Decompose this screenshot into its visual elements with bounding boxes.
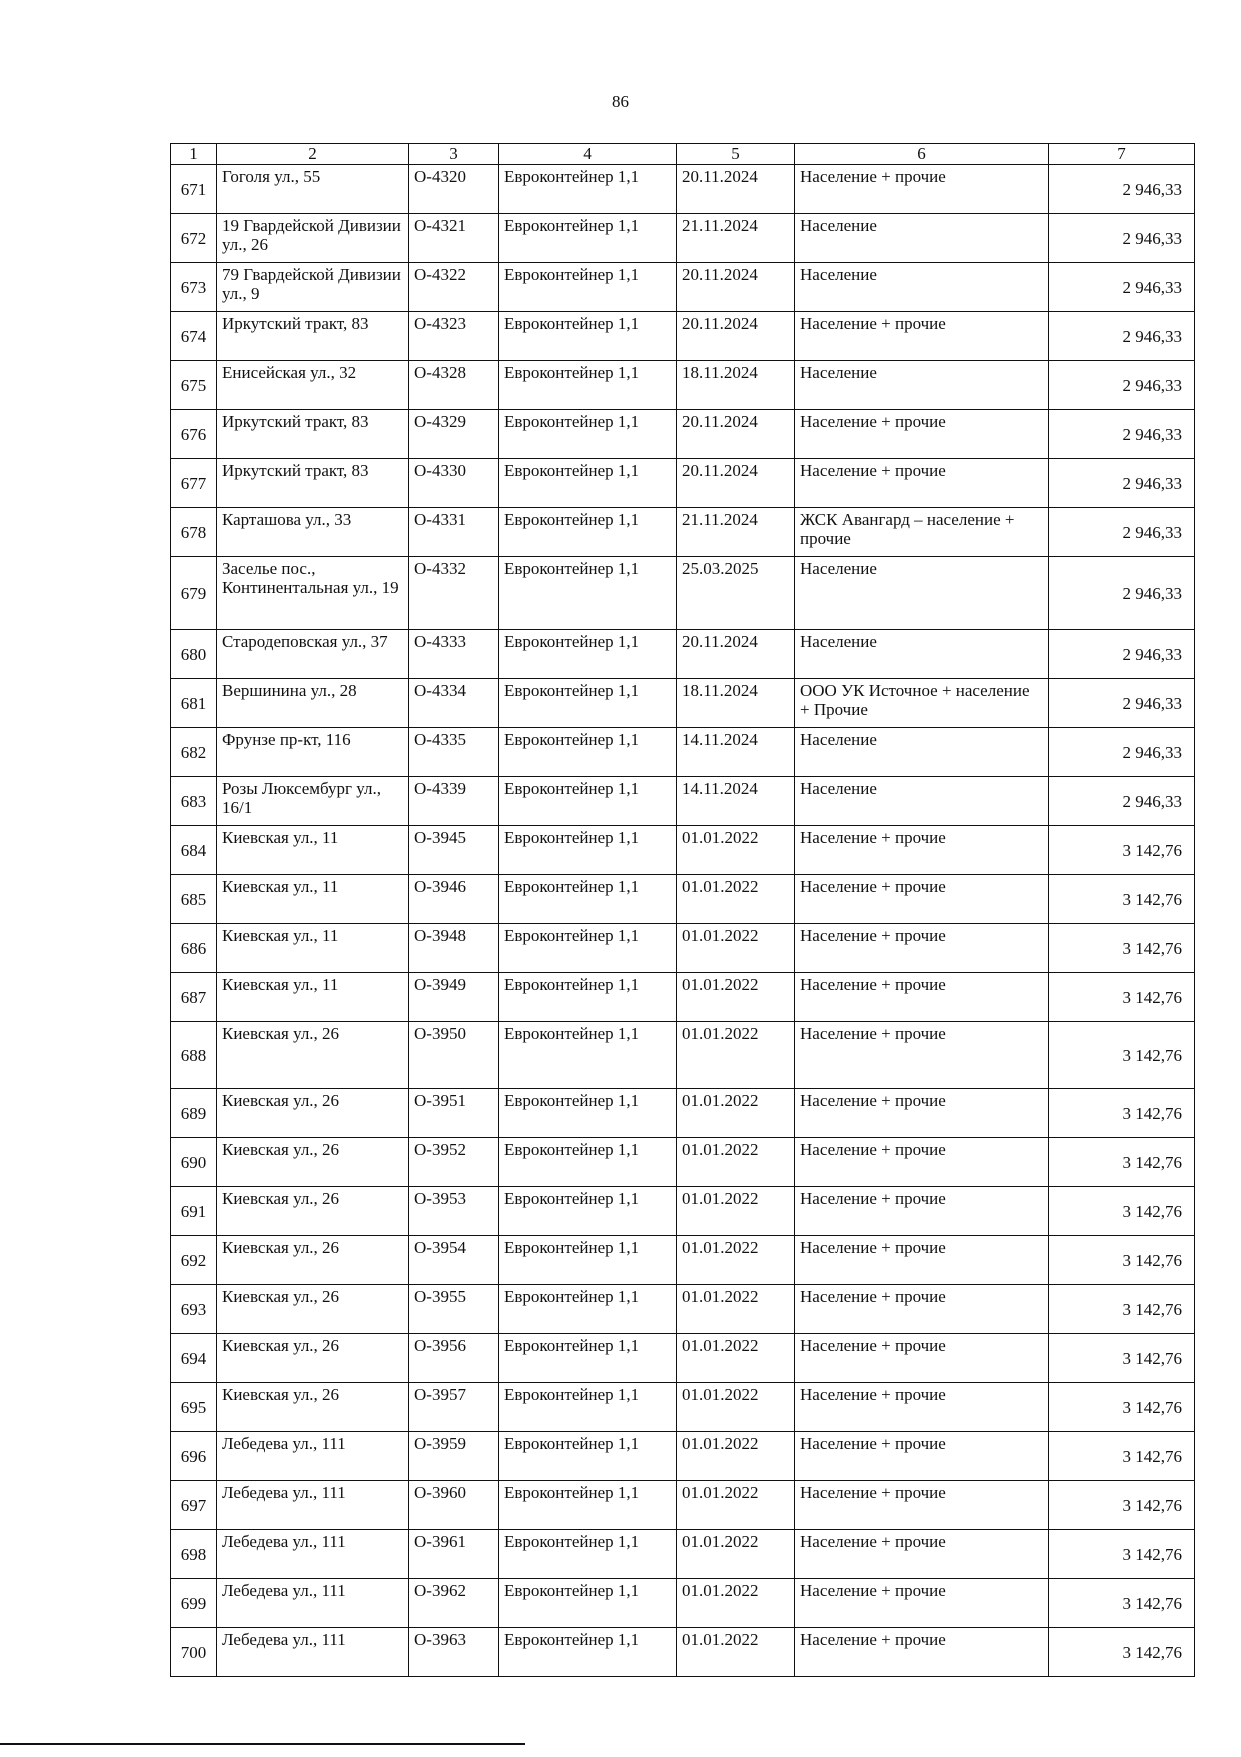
- cell-address: Киевская ул., 11: [217, 875, 409, 924]
- registry-table: [170, 143, 1195, 1677]
- cell-container-code: О-3953: [409, 1187, 499, 1236]
- cell-container-type: Евроконтейнер 1,1: [499, 826, 677, 875]
- cell-row-number: 676: [171, 410, 217, 459]
- cell-amount: 3 142,76: [1049, 826, 1195, 875]
- cell-address: Киевская ул., 26: [217, 1138, 409, 1187]
- cell-container-type: Евроконтейнер 1,1: [499, 1383, 677, 1432]
- cell-row-number: 687: [171, 973, 217, 1022]
- cell-category: Население + прочие: [795, 1628, 1049, 1677]
- cell-container-type: Евроконтейнер 1,1: [499, 1236, 677, 1285]
- cell-date: 01.01.2022: [677, 1628, 795, 1677]
- cell-row-number: 689: [171, 1089, 217, 1138]
- table-row: [171, 826, 1195, 875]
- cell-amount: 2 946,33: [1049, 777, 1195, 826]
- table-body: [171, 165, 1195, 1677]
- cell-address: Киевская ул., 11: [217, 924, 409, 973]
- cell-address: 19 Гвардейской Дивизии ул., 26: [217, 214, 409, 263]
- cell-row-number: 679: [171, 557, 217, 630]
- cell-date: 20.11.2024: [677, 459, 795, 508]
- cell-amount: 3 142,76: [1049, 1138, 1195, 1187]
- cell-amount: 3 142,76: [1049, 973, 1195, 1022]
- cell-address: Лебедева ул., 111: [217, 1628, 409, 1677]
- cell-category: Население: [795, 263, 1049, 312]
- cell-date: 21.11.2024: [677, 214, 795, 263]
- cell-category: Население + прочие: [795, 973, 1049, 1022]
- cell-amount: 3 142,76: [1049, 1432, 1195, 1481]
- cell-category: Население + прочие: [795, 312, 1049, 361]
- cell-date: 21.11.2024: [677, 508, 795, 557]
- cell-container-code: О-4334: [409, 679, 499, 728]
- cell-category: Население + прочие: [795, 1089, 1049, 1138]
- cell-container-type: Евроконтейнер 1,1: [499, 679, 677, 728]
- cell-category: Население + прочие: [795, 1138, 1049, 1187]
- cell-container-type: Евроконтейнер 1,1: [499, 165, 677, 214]
- cell-address: Гоголя ул., 55: [217, 165, 409, 214]
- cell-address: Киевская ул., 26: [217, 1285, 409, 1334]
- table-row: [171, 1089, 1195, 1138]
- cell-container-code: О-3962: [409, 1579, 499, 1628]
- cell-category: ООО УК Источное + население + Прочие: [795, 679, 1049, 728]
- cell-container-code: О-4332: [409, 557, 499, 630]
- cell-category: Население + прочие: [795, 1530, 1049, 1579]
- cell-amount: 3 142,76: [1049, 1089, 1195, 1138]
- cell-amount: 3 142,76: [1049, 1334, 1195, 1383]
- cell-date: 20.11.2024: [677, 312, 795, 361]
- table-row: [171, 263, 1195, 312]
- cell-address: Карташова ул., 33: [217, 508, 409, 557]
- col-header-2: 2: [217, 144, 409, 165]
- cell-amount: 3 142,76: [1049, 1285, 1195, 1334]
- table-row: [171, 1187, 1195, 1236]
- cell-container-code: О-3954: [409, 1236, 499, 1285]
- table-row: [171, 679, 1195, 728]
- cell-address: Фрунзе пр-кт, 116: [217, 728, 409, 777]
- cell-container-type: Евроконтейнер 1,1: [499, 557, 677, 630]
- cell-container-type: Евроконтейнер 1,1: [499, 1187, 677, 1236]
- table-row: [171, 924, 1195, 973]
- cell-container-code: О-4333: [409, 630, 499, 679]
- cell-container-type: Евроконтейнер 1,1: [499, 777, 677, 826]
- cell-amount: 2 946,33: [1049, 630, 1195, 679]
- cell-row-number: 692: [171, 1236, 217, 1285]
- table-row: [171, 875, 1195, 924]
- cell-category: Население + прочие: [795, 924, 1049, 973]
- cell-date: 25.03.2025: [677, 557, 795, 630]
- cell-container-code: О-3961: [409, 1530, 499, 1579]
- cell-amount: 3 142,76: [1049, 1579, 1195, 1628]
- cell-address: Вершинина ул., 28: [217, 679, 409, 728]
- cell-container-code: О-3959: [409, 1432, 499, 1481]
- cell-address: Заселье пос., Континентальная ул., 19: [217, 557, 409, 630]
- cell-amount: 2 946,33: [1049, 263, 1195, 312]
- cell-container-code: О-3955: [409, 1285, 499, 1334]
- cell-row-number: 690: [171, 1138, 217, 1187]
- table-row: [171, 361, 1195, 410]
- cell-date: 01.01.2022: [677, 1022, 795, 1089]
- cell-container-code: О-3949: [409, 973, 499, 1022]
- cell-container-type: Евроконтейнер 1,1: [499, 1285, 677, 1334]
- cell-amount: 3 142,76: [1049, 1628, 1195, 1677]
- cell-category: Население: [795, 557, 1049, 630]
- cell-container-type: Евроконтейнер 1,1: [499, 263, 677, 312]
- cell-date: 01.01.2022: [677, 924, 795, 973]
- cell-container-type: Евроконтейнер 1,1: [499, 1089, 677, 1138]
- cell-row-number: 693: [171, 1285, 217, 1334]
- cell-container-code: О-3963: [409, 1628, 499, 1677]
- cell-category: Население: [795, 630, 1049, 679]
- cell-date: 18.11.2024: [677, 361, 795, 410]
- cell-category: Население + прочие: [795, 459, 1049, 508]
- cell-row-number: 682: [171, 728, 217, 777]
- cell-row-number: 697: [171, 1481, 217, 1530]
- cell-category: Население + прочие: [795, 1236, 1049, 1285]
- cell-date: 01.01.2022: [677, 1334, 795, 1383]
- cell-amount: 3 142,76: [1049, 924, 1195, 973]
- cell-category: Население: [795, 728, 1049, 777]
- cell-category: Население: [795, 361, 1049, 410]
- cell-date: 01.01.2022: [677, 1089, 795, 1138]
- cell-category: Население + прочие: [795, 1432, 1049, 1481]
- table-row: [171, 557, 1195, 630]
- cell-date: 01.01.2022: [677, 1187, 795, 1236]
- cell-row-number: 674: [171, 312, 217, 361]
- cell-row-number: 685: [171, 875, 217, 924]
- cell-category: Население + прочие: [795, 875, 1049, 924]
- table-row: [171, 459, 1195, 508]
- cell-category: Население: [795, 214, 1049, 263]
- cell-row-number: 698: [171, 1530, 217, 1579]
- cell-amount: 2 946,33: [1049, 214, 1195, 263]
- cell-row-number: 700: [171, 1628, 217, 1677]
- cell-container-type: Евроконтейнер 1,1: [499, 973, 677, 1022]
- cell-container-code: О-4320: [409, 165, 499, 214]
- cell-container-code: О-3950: [409, 1022, 499, 1089]
- cell-date: 20.11.2024: [677, 165, 795, 214]
- cell-container-code: О-3956: [409, 1334, 499, 1383]
- cell-date: 01.01.2022: [677, 1530, 795, 1579]
- cell-container-type: Евроконтейнер 1,1: [499, 630, 677, 679]
- cell-container-code: О-3960: [409, 1481, 499, 1530]
- cell-row-number: 695: [171, 1383, 217, 1432]
- cell-container-type: Евроконтейнер 1,1: [499, 875, 677, 924]
- cell-address: Лебедева ул., 111: [217, 1481, 409, 1530]
- cell-amount: 2 946,33: [1049, 679, 1195, 728]
- cell-address: Лебедева ул., 111: [217, 1579, 409, 1628]
- table-row: [171, 1285, 1195, 1334]
- cell-container-code: О-4328: [409, 361, 499, 410]
- cell-container-code: О-4323: [409, 312, 499, 361]
- footer-rule: [0, 1743, 525, 1745]
- cell-container-type: Евроконтейнер 1,1: [499, 1022, 677, 1089]
- table-row: [171, 1530, 1195, 1579]
- cell-date: 01.01.2022: [677, 826, 795, 875]
- cell-date: 01.01.2022: [677, 1432, 795, 1481]
- cell-container-code: О-3951: [409, 1089, 499, 1138]
- cell-address: Лебедева ул., 111: [217, 1432, 409, 1481]
- cell-container-code: О-3957: [409, 1383, 499, 1432]
- cell-container-type: Евроконтейнер 1,1: [499, 312, 677, 361]
- cell-address: Киевская ул., 26: [217, 1334, 409, 1383]
- cell-category: Население + прочие: [795, 1285, 1049, 1334]
- cell-row-number: 678: [171, 508, 217, 557]
- cell-category: Население + прочие: [795, 1022, 1049, 1089]
- cell-category: Население + прочие: [795, 165, 1049, 214]
- cell-container-type: Евроконтейнер 1,1: [499, 1628, 677, 1677]
- table-row: [171, 214, 1195, 263]
- col-header-4: 4: [499, 144, 677, 165]
- table-row: [171, 1236, 1195, 1285]
- cell-address: Киевская ул., 26: [217, 1187, 409, 1236]
- cell-amount: 3 142,76: [1049, 1530, 1195, 1579]
- cell-row-number: 673: [171, 263, 217, 312]
- cell-date: 01.01.2022: [677, 1383, 795, 1432]
- cell-row-number: 671: [171, 165, 217, 214]
- cell-container-code: О-4331: [409, 508, 499, 557]
- cell-date: 01.01.2022: [677, 1481, 795, 1530]
- cell-amount: 2 946,33: [1049, 361, 1195, 410]
- page-number: 86: [612, 92, 629, 111]
- cell-container-type: Евроконтейнер 1,1: [499, 1138, 677, 1187]
- table-row: [171, 1628, 1195, 1677]
- table-row: [171, 777, 1195, 826]
- cell-address: Стародеповская ул., 37: [217, 630, 409, 679]
- cell-address: 79 Гвардейской Дивизии ул., 9: [217, 263, 409, 312]
- cell-address: Лебедева ул., 111: [217, 1530, 409, 1579]
- col-header-7: 7: [1049, 144, 1195, 165]
- cell-address: Киевская ул., 26: [217, 1022, 409, 1089]
- cell-address: Киевская ул., 11: [217, 973, 409, 1022]
- cell-container-type: Евроконтейнер 1,1: [499, 361, 677, 410]
- cell-address: Киевская ул., 11: [217, 826, 409, 875]
- col-header-5: 5: [677, 144, 795, 165]
- cell-date: 01.01.2022: [677, 1236, 795, 1285]
- cell-date: 20.11.2024: [677, 630, 795, 679]
- cell-amount: 2 946,33: [1049, 728, 1195, 777]
- cell-row-number: 688: [171, 1022, 217, 1089]
- table-row: [171, 508, 1195, 557]
- table-row: [171, 630, 1195, 679]
- cell-container-type: Евроконтейнер 1,1: [499, 214, 677, 263]
- cell-category: Население: [795, 777, 1049, 826]
- table-row: [171, 410, 1195, 459]
- table-row: [171, 1334, 1195, 1383]
- table-row: [171, 1138, 1195, 1187]
- cell-amount: 2 946,33: [1049, 508, 1195, 557]
- table-row: [171, 1383, 1195, 1432]
- cell-row-number: 672: [171, 214, 217, 263]
- cell-address: Иркутский тракт, 83: [217, 410, 409, 459]
- cell-category: Население + прочие: [795, 826, 1049, 875]
- cell-amount: 3 142,76: [1049, 1236, 1195, 1285]
- cell-container-code: О-3948: [409, 924, 499, 973]
- table-row: [171, 1022, 1195, 1089]
- cell-container-type: Евроконтейнер 1,1: [499, 459, 677, 508]
- col-header-3: 3: [409, 144, 499, 165]
- cell-row-number: 675: [171, 361, 217, 410]
- cell-amount: 3 142,76: [1049, 1022, 1195, 1089]
- cell-row-number: 683: [171, 777, 217, 826]
- cell-row-number: 691: [171, 1187, 217, 1236]
- cell-container-code: О-4330: [409, 459, 499, 508]
- cell-container-type: Евроконтейнер 1,1: [499, 1530, 677, 1579]
- cell-category: Население + прочие: [795, 1187, 1049, 1236]
- cell-category: Население + прочие: [795, 1579, 1049, 1628]
- cell-amount: 2 946,33: [1049, 557, 1195, 630]
- cell-category: Население + прочие: [795, 1383, 1049, 1432]
- cell-amount: 2 946,33: [1049, 410, 1195, 459]
- cell-container-code: О-4329: [409, 410, 499, 459]
- cell-date: 01.01.2022: [677, 1138, 795, 1187]
- cell-container-code: О-3945: [409, 826, 499, 875]
- cell-category: Население + прочие: [795, 1481, 1049, 1530]
- cell-row-number: 694: [171, 1334, 217, 1383]
- col-header-1: 1: [171, 144, 217, 165]
- cell-date: 14.11.2024: [677, 728, 795, 777]
- cell-amount: 2 946,33: [1049, 165, 1195, 214]
- table-row: [171, 728, 1195, 777]
- cell-category: Население + прочие: [795, 410, 1049, 459]
- cell-date: 20.11.2024: [677, 410, 795, 459]
- table-row: [171, 1579, 1195, 1628]
- cell-amount: 2 946,33: [1049, 312, 1195, 361]
- cell-amount: 3 142,76: [1049, 1481, 1195, 1530]
- cell-container-code: О-4335: [409, 728, 499, 777]
- cell-row-number: 681: [171, 679, 217, 728]
- cell-address: Розы Люксембург ул., 16/1: [217, 777, 409, 826]
- table-row: [171, 1432, 1195, 1481]
- cell-category: Население + прочие: [795, 1334, 1049, 1383]
- cell-address: Иркутский тракт, 83: [217, 459, 409, 508]
- cell-date: 18.11.2024: [677, 679, 795, 728]
- cell-amount: 2 946,33: [1049, 459, 1195, 508]
- header-row: [171, 144, 1195, 165]
- cell-amount: 3 142,76: [1049, 1187, 1195, 1236]
- cell-container-type: Евроконтейнер 1,1: [499, 508, 677, 557]
- table-row: [171, 165, 1195, 214]
- cell-row-number: 696: [171, 1432, 217, 1481]
- col-header-6: 6: [795, 144, 1049, 165]
- cell-row-number: 677: [171, 459, 217, 508]
- table-row: [171, 1481, 1195, 1530]
- cell-row-number: 680: [171, 630, 217, 679]
- cell-container-type: Евроконтейнер 1,1: [499, 728, 677, 777]
- cell-container-code: О-4321: [409, 214, 499, 263]
- cell-date: 01.01.2022: [677, 875, 795, 924]
- cell-container-type: Евроконтейнер 1,1: [499, 1334, 677, 1383]
- cell-date: 20.11.2024: [677, 263, 795, 312]
- cell-container-type: Евроконтейнер 1,1: [499, 410, 677, 459]
- cell-date: 01.01.2022: [677, 1285, 795, 1334]
- cell-container-code: О-4339: [409, 777, 499, 826]
- cell-amount: 3 142,76: [1049, 1383, 1195, 1432]
- cell-container-type: Евроконтейнер 1,1: [499, 1481, 677, 1530]
- cell-date: 14.11.2024: [677, 777, 795, 826]
- cell-container-type: Евроконтейнер 1,1: [499, 924, 677, 973]
- cell-row-number: 686: [171, 924, 217, 973]
- cell-address: Киевская ул., 26: [217, 1383, 409, 1432]
- cell-date: 01.01.2022: [677, 973, 795, 1022]
- cell-container-code: О-4322: [409, 263, 499, 312]
- cell-category: ЖСК Авангард – население + прочие: [795, 508, 1049, 557]
- cell-address: Киевская ул., 26: [217, 1089, 409, 1138]
- cell-date: 01.01.2022: [677, 1579, 795, 1628]
- table-row: [171, 312, 1195, 361]
- cell-container-code: О-3946: [409, 875, 499, 924]
- cell-address: Енисейская ул., 32: [217, 361, 409, 410]
- cell-container-type: Евроконтейнер 1,1: [499, 1579, 677, 1628]
- cell-address: Киевская ул., 26: [217, 1236, 409, 1285]
- table-row: [171, 973, 1195, 1022]
- cell-amount: 3 142,76: [1049, 875, 1195, 924]
- cell-address: Иркутский тракт, 83: [217, 312, 409, 361]
- cell-row-number: 699: [171, 1579, 217, 1628]
- cell-container-type: Евроконтейнер 1,1: [499, 1432, 677, 1481]
- cell-container-code: О-3952: [409, 1138, 499, 1187]
- cell-row-number: 684: [171, 826, 217, 875]
